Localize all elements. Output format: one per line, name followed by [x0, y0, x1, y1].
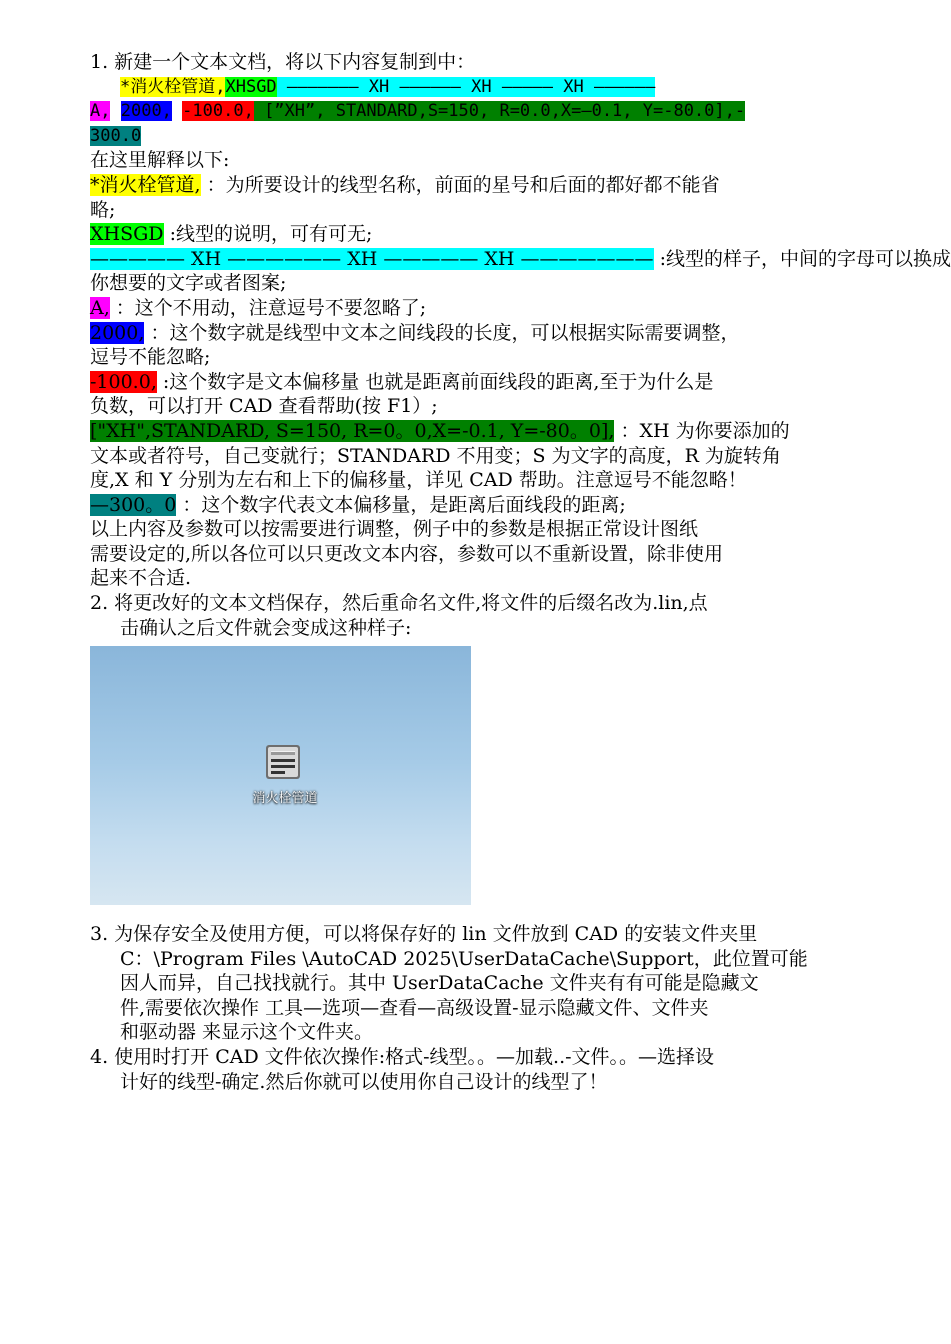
- code-a: A,: [90, 101, 111, 122]
- step3-line-4: 件,需要依次操作 工具—选项—查看—高级设置-显示隐藏文件、文件夹: [120, 996, 709, 1019]
- explain-sample: [90, 247, 951, 272]
- explain-name-cont: 略;: [90, 198, 116, 221]
- step4-line-1: 4. 使用时打开 CAD 文件依次操作:格式-线型。。—加载..-文件。。—选择设: [90, 1045, 715, 1068]
- explain-text-text: ：XH 为你要添加的: [614, 419, 790, 442]
- explain-name-text: ：为所要设计的线型名称，前面的星号和后面的都好都不能省: [200, 173, 720, 196]
- document-body: [90, 50, 951, 640]
- code-line-2: [90, 99, 904, 124]
- explain-2000-hl: 2000,: [90, 321, 145, 344]
- explain-100-text: :这个数字是文本偏移量 也就是距离前面线段的距离,至于为什么是: [156, 370, 714, 393]
- step3-line-2: C：\Program Files \AutoCAD 2025\UserDataCache\Support，此位置可能: [120, 947, 808, 970]
- step3-line-1: 3. 为保存安全及使用方便，可以将保存好的 lin 文件放到 CAD 的安装文件夹里: [90, 923, 758, 945]
- explain-name: [90, 173, 904, 198]
- linetype-file-icon[interactable]: [262, 743, 306, 783]
- step3-line-5: 和驱动器 来显示这个文件夹。: [120, 1021, 374, 1044]
- explain-intro: 在这里解释以下:: [90, 149, 230, 172]
- explain-a: [90, 296, 904, 321]
- explain-desc: [90, 222, 904, 247]
- note-line-2: 需要设定的,所以各位可以只更改文本内容，参数可以不重新设置，除非使用: [90, 542, 724, 565]
- step2-line-1: 2. 将更改好的文本文档保存，然后重命名文件,将文件的后缀名改为.lin,点: [90, 592, 708, 615]
- explain-text-hl: ["XH",STANDARD, S=150, R=0。0,X=-0.1, Y=-80。0],: [90, 419, 615, 442]
- code-300: 300.0: [90, 125, 142, 146]
- explain-2000: [90, 321, 904, 346]
- desktop-screenshot: [90, 646, 471, 905]
- explain-text: [90, 419, 904, 444]
- explain-100-hl: -100.0,: [90, 370, 157, 393]
- step4-line-2: 计好的线型-确定.然后你就可以使用你自己设计的线型了！: [120, 1070, 608, 1093]
- code-text-def: [”XH”, STANDARD,S=150, R=0.0,X=—0.1, Y=-80.0],-: [253, 101, 746, 122]
- step3-line-3: 因人而异，自己找找就行。其中 UserDataCache 文件夹有有可能是隐藏文: [120, 972, 759, 995]
- explain-desc-hl: XHSGD: [90, 223, 164, 246]
- explain-300: [90, 493, 904, 518]
- explain-sample-hl: ————— XH —————— XH ————— XH ———————: [90, 247, 654, 270]
- note-line-3: 起来不合适.: [90, 567, 192, 590]
- code-linetype-name: *消火栓管道,: [120, 76, 226, 97]
- explain-2000-text: ：这个数字就是线型中文本之间线段的长度，可以根据实际需要调整，: [144, 321, 740, 344]
- code-line-1: [90, 75, 904, 100]
- explain-300-text: ：这个数字代表文本偏移量，是距离后面线段的距离;: [176, 493, 626, 516]
- explain-300-hl: —300。0: [90, 493, 177, 516]
- explain-sample-text: :线型的样子，中间的字母可以换成: [653, 247, 951, 270]
- code-linetype-sample: ——————— XH —————— XH ————— XH ——————: [276, 76, 656, 97]
- explain-text-cont-2: 度,X 和 Y 分别为左右和上下的偏移量，详见 CAD 帮助。注意逗号不能忽略！: [90, 469, 747, 492]
- explain-text-cont-1: 文本或者符号，自己变就行；STANDARD 不用变；S 为文字的高度，R 为旋转角: [90, 444, 781, 467]
- linetype-file-label[interactable]: 消火栓管道: [252, 791, 318, 806]
- step1-intro: 1. 新建一个文本文档，将以下内容复制到中：: [90, 51, 476, 73]
- step2-line-2: 击确认之后文件就会变成这种样子:: [120, 616, 412, 639]
- explain-100-cont: 负数，可以打开 CAD 查看帮助(按 F1）;: [90, 395, 438, 418]
- note-line-1: 以上内容及参数可以按需要进行调整，例子中的参数是根据正常设计图纸: [90, 518, 699, 541]
- explain-sample-cont: 你想要的文字或者图案;: [90, 272, 287, 295]
- explain-name-hl: *消火栓管道,: [90, 173, 201, 196]
- code-100: -100.0,: [182, 101, 254, 122]
- document-body-lower: [90, 922, 904, 1094]
- explain-2000-cont: 逗号不能忽略;: [90, 346, 211, 369]
- code-linetype-desc: XHSGD: [225, 76, 277, 97]
- code-2000: 2000,: [120, 101, 172, 122]
- explain-100: [90, 370, 904, 395]
- explain-desc-text: :线型的说明，可有可无;: [163, 223, 373, 246]
- code-line-3: [90, 124, 904, 149]
- explain-a-text: ：这个不用动，注意逗号不要忽略了;: [109, 296, 427, 319]
- explain-a-hl: A,: [90, 296, 110, 319]
